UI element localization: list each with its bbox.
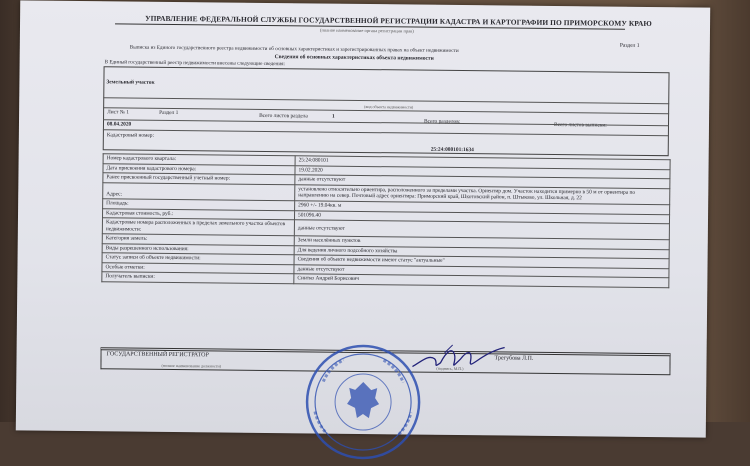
row-value: 19.02.2020 (295, 165, 670, 178)
row-value: Сведения об объекте недвижимости имеют статус "актуальные" (294, 255, 669, 268)
row-key: Дата присвоения кадастрового номера: (103, 163, 295, 175)
row-key: Адрес: (103, 182, 295, 201)
row-key: Категория земель: (102, 234, 294, 246)
row-value: Земли населённых пунктов (294, 236, 669, 249)
row-value: Синтко Андрей Борисович (294, 274, 669, 287)
document-sheet (16, 0, 710, 437)
total-razdel-label: Всего разделов: (423, 118, 461, 126)
row-key: Виды разрешенного использования: (102, 243, 294, 255)
extract-date: 08.04.2020 (106, 121, 132, 128)
row-value: установлено относительно ориентира, расположенного за пределами участка. Ориентир дом. Участок находится примерно в 50 м от ориентира по направлению на север. Почтовый адрес ориентира: Приморский край, Шкотовский район, п. Штыково, ул. Школьная, д. 22 (295, 184, 670, 204)
extract-title: Выписка из Единого государственного реестра недвижимости об основных характеристиках и зарегистрированных правах на объект недвижимости (129, 44, 459, 54)
object-details-table (101, 153, 670, 287)
row-key: Особые отметки: (102, 262, 294, 274)
registrar-position-caption: (полное наименование должности) (161, 362, 222, 369)
razdel-number: Раздел 1 (159, 109, 179, 117)
total-sheets-value: 1 (332, 113, 335, 120)
total-sheets-label: Всего листов раздела (259, 112, 308, 120)
agency-title: УПРАВЛЕНИЕ ФЕДЕРАЛЬНОЙ СЛУЖБЫ ГОСУДАРСТВЕННОЙ РЕГИСТРАЦИИ КАДАСТРА И КАРТОГРАФИИ ПО ПРИМОРСКОМУ КРАЮ (145, 13, 652, 29)
row-value: 25:24:080101 (295, 156, 670, 169)
section-label: Раздел 1 (619, 42, 640, 49)
row-value: данные отсутствуют (294, 220, 669, 240)
row-value: 2960 +/- 19.04кв. м (295, 201, 670, 214)
cadastral-label: Кадастровый номер: (106, 132, 155, 139)
row-key: Статус записи об объекте недвижимости: (102, 253, 294, 265)
row-key: Номер кадастрового квартала: (103, 154, 295, 166)
intro-text: В Единый государственный реестр недвижимости внесены следующие сведения: (104, 59, 285, 68)
sheet-number: Лист № 1 (107, 109, 129, 116)
object-type: Земельный участок (106, 79, 155, 86)
row-key: Кадастровые номера расположенных в пределах земельного участка объектов недвижимости: (102, 218, 294, 236)
extract-subtitle: Сведения об основных характеристиках объекта недвижимости (274, 54, 434, 62)
registrar-title: ГОСУДАРСТВЕННЫЙ РЕГИСТРАТОР (106, 351, 209, 359)
agency-caption: (полное наименование органа регистрации прав) (319, 27, 414, 34)
registrar-name: Трегубова Л.П. (494, 355, 534, 362)
row-key: Ранее присвоенный государственный учетный номер: (103, 173, 295, 185)
row-value: данные отсутствуют (295, 175, 670, 188)
row-key: Площадь: (103, 199, 295, 211)
row-key: Получатель выписки: (102, 272, 294, 284)
total-list-label: Всего листов выписки: (553, 121, 607, 129)
object-caption: (вид объекта недвижимости) (364, 104, 414, 110)
row-value: Для ведения личного подсобного хозяйства (294, 245, 669, 258)
cadastral-value: 25:24:080101:1634 (430, 146, 474, 154)
registrar-sign-caption: (подпись, М.П.) (436, 365, 464, 372)
row-key: Кадастровая стоимость, руб.: (102, 208, 294, 220)
row-value: данные отсутствуют (294, 264, 669, 277)
row-value: 501096.40 (294, 210, 669, 223)
official-seal-stamp (302, 341, 423, 462)
